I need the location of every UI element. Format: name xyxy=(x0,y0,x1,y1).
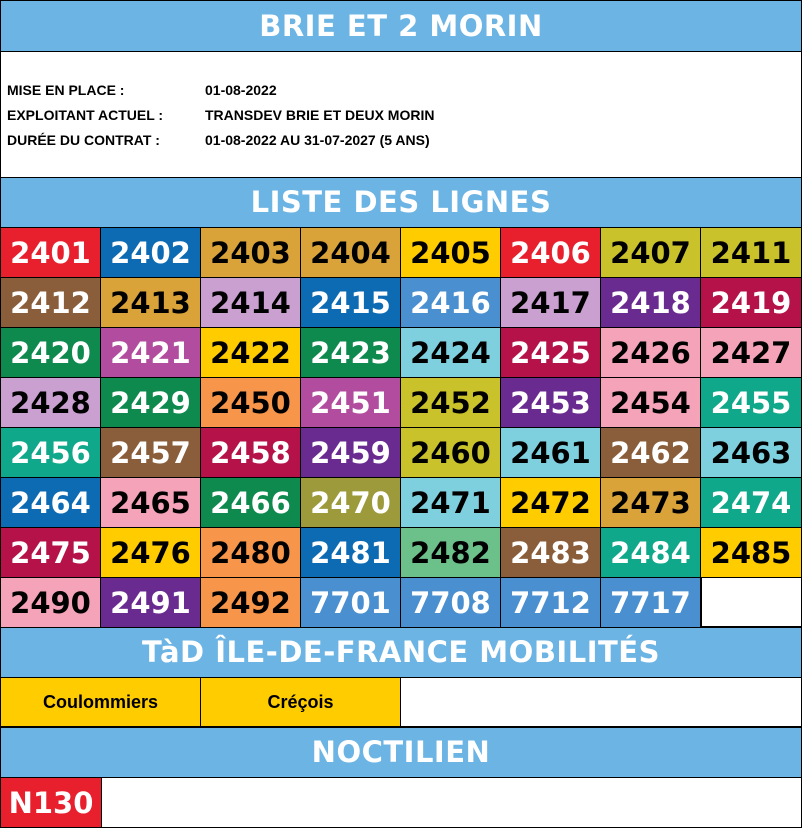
line-2492[interactable]: 2492 xyxy=(200,577,301,628)
line-2470[interactable]: 2470 xyxy=(300,477,401,528)
line-2403[interactable]: 2403 xyxy=(200,227,301,278)
line-2428[interactable]: 2428 xyxy=(0,377,101,428)
contract-info xyxy=(0,51,802,178)
line-2457[interactable]: 2457 xyxy=(100,427,201,478)
line-2472[interactable]: 2472 xyxy=(500,477,601,528)
line-2427[interactable]: 2427 xyxy=(700,327,802,378)
line-2455[interactable]: 2455 xyxy=(700,377,802,428)
empty-cell xyxy=(101,777,802,828)
line-2458[interactable]: 2458 xyxy=(200,427,301,478)
line-2451[interactable]: 2451 xyxy=(300,377,401,428)
lines-header: LISTE DES LIGNES xyxy=(0,177,802,227)
line-2460[interactable]: 2460 xyxy=(400,427,501,478)
info-row-start xyxy=(7,82,277,98)
info-value: 01-08-2022 xyxy=(205,82,277,98)
line-2412[interactable]: 2412 xyxy=(0,277,101,328)
line-2484[interactable]: 2484 xyxy=(600,527,701,578)
line-2406[interactable]: 2406 xyxy=(500,227,601,278)
line-2462[interactable]: 2462 xyxy=(600,427,701,478)
line-2416[interactable]: 2416 xyxy=(400,277,501,328)
tad-crecois[interactable]: Créçois xyxy=(200,677,401,727)
line-2414[interactable]: 2414 xyxy=(200,277,301,328)
line-2421[interactable]: 2421 xyxy=(100,327,201,378)
line-2465[interactable]: 2465 xyxy=(100,477,201,528)
line-2420[interactable]: 2420 xyxy=(0,327,101,378)
page-title: BRIE ET 2 MORIN xyxy=(0,0,802,51)
line-2419[interactable]: 2419 xyxy=(700,277,802,328)
line-2415[interactable]: 2415 xyxy=(300,277,401,328)
line-2417[interactable]: 2417 xyxy=(500,277,601,328)
line-2476[interactable]: 2476 xyxy=(100,527,201,578)
empty-cell xyxy=(701,577,802,627)
info-value: 01-08-2022 AU 31-07-2027 (5 ANS) xyxy=(205,132,430,148)
line-2426[interactable]: 2426 xyxy=(600,327,701,378)
line-2404[interactable]: 2404 xyxy=(300,227,401,278)
line-2422[interactable]: 2422 xyxy=(200,327,301,378)
line-2491[interactable]: 2491 xyxy=(100,577,201,628)
line-2450[interactable]: 2450 xyxy=(200,377,301,428)
line-2423[interactable]: 2423 xyxy=(300,327,401,378)
tad-header: TàD ÎLE-DE-FRANCE MOBILITÉS xyxy=(0,627,802,677)
line-2490[interactable]: 2490 xyxy=(0,577,101,628)
info-label: DURÉE DU CONTRAT : xyxy=(7,132,160,148)
line-2456[interactable]: 2456 xyxy=(0,427,101,478)
line-2481[interactable]: 2481 xyxy=(300,527,401,578)
line-2452[interactable]: 2452 xyxy=(400,377,501,428)
line-7708[interactable]: 7708 xyxy=(400,577,501,628)
line-2475[interactable]: 2475 xyxy=(0,527,101,578)
line-2418[interactable]: 2418 xyxy=(600,277,701,328)
line-2463[interactable]: 2463 xyxy=(700,427,802,478)
line-2429[interactable]: 2429 xyxy=(100,377,201,428)
line-7712[interactable]: 7712 xyxy=(500,577,601,628)
tad-coulommiers[interactable]: Coulommiers xyxy=(0,677,201,727)
line-2464[interactable]: 2464 xyxy=(0,477,101,528)
line-2405[interactable]: 2405 xyxy=(400,227,501,278)
line-2401[interactable]: 2401 xyxy=(0,227,101,278)
line-2485[interactable]: 2485 xyxy=(700,527,802,578)
line-2471[interactable]: 2471 xyxy=(400,477,501,528)
line-2483[interactable]: 2483 xyxy=(500,527,601,578)
line-2411[interactable]: 2411 xyxy=(700,227,802,278)
line-2474[interactable]: 2474 xyxy=(700,477,802,528)
info-value: TRANSDEV BRIE ET DEUX MORIN xyxy=(205,107,435,123)
line-2453[interactable]: 2453 xyxy=(500,377,601,428)
line-7701[interactable]: 7701 xyxy=(300,577,401,628)
info-row-operator xyxy=(7,107,434,123)
line-2459[interactable]: 2459 xyxy=(300,427,401,478)
line-2473[interactable]: 2473 xyxy=(600,477,701,528)
line-2482[interactable]: 2482 xyxy=(400,527,501,578)
noctilien-header: NOCTILIEN xyxy=(0,727,802,777)
line-n130[interactable]: N130 xyxy=(0,777,102,828)
line-2461[interactable]: 2461 xyxy=(500,427,601,478)
line-2424[interactable]: 2424 xyxy=(400,327,501,378)
line-2466[interactable]: 2466 xyxy=(200,477,301,528)
line-2413[interactable]: 2413 xyxy=(100,277,201,328)
empty-cell xyxy=(400,677,802,727)
line-2454[interactable]: 2454 xyxy=(600,377,701,428)
info-label: MISE EN PLACE : xyxy=(7,82,125,98)
line-7717[interactable]: 7717 xyxy=(600,577,701,628)
line-2407[interactable]: 2407 xyxy=(600,227,701,278)
line-2402[interactable]: 2402 xyxy=(100,227,201,278)
info-label: EXPLOITANT ACTUEL : xyxy=(7,107,164,123)
line-2480[interactable]: 2480 xyxy=(200,527,301,578)
info-row-duration xyxy=(7,132,430,148)
line-2425[interactable]: 2425 xyxy=(500,327,601,378)
